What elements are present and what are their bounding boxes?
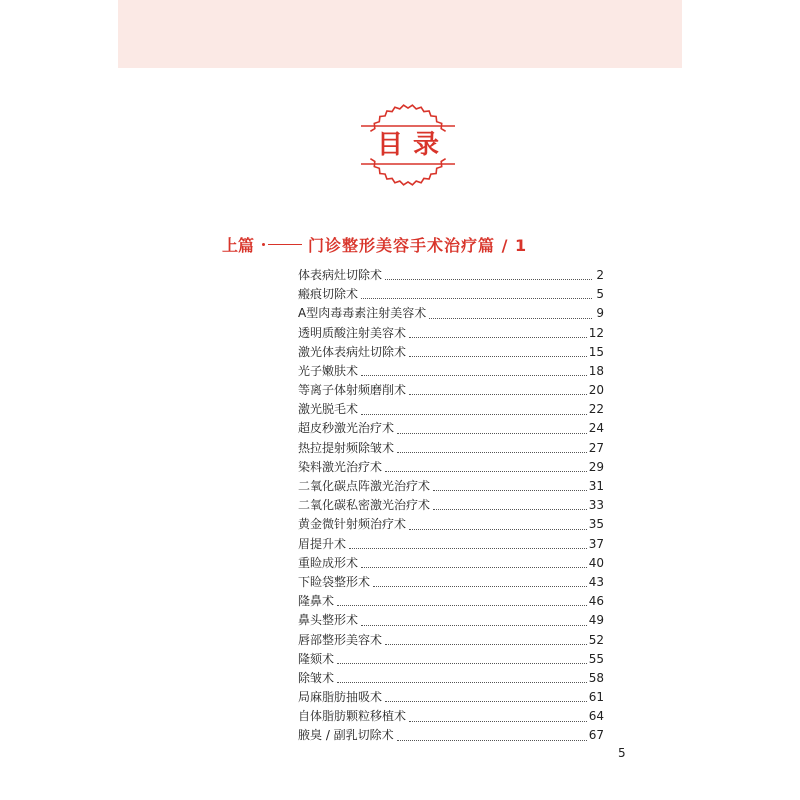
toc-entry[interactable] <box>298 324 604 343</box>
toc-leader-dots <box>361 297 592 299</box>
toc-entry[interactable] <box>298 631 604 650</box>
toc-entry-page: 40 <box>588 555 604 570</box>
toc-leader-dots <box>397 432 587 434</box>
toc-entry-title: 黄金微针射频治疗术 <box>298 517 407 532</box>
toc-entry-title: 重睑成形术 <box>298 555 359 570</box>
toc-entry[interactable] <box>298 727 604 746</box>
toc-entry[interactable] <box>298 420 604 439</box>
page-number: 5 <box>618 746 626 760</box>
top-color-band <box>118 0 682 68</box>
toc-entry-page: 9 <box>596 306 604 321</box>
toc-entry-title: 瘢痕切除术 <box>298 287 359 302</box>
toc-leader-dots <box>409 393 587 395</box>
toc-leader-dots <box>361 624 587 626</box>
toc-entry-page: 15 <box>588 344 604 359</box>
toc-leader-dots <box>397 451 587 453</box>
toc-leader-dots <box>397 739 587 741</box>
toc-entry[interactable] <box>298 573 604 592</box>
toc-leader-dots <box>373 585 587 587</box>
toc-leader-dots <box>385 470 587 472</box>
toc-entry[interactable] <box>298 439 604 458</box>
toc-leader-dots <box>361 374 587 376</box>
toc-leader-dots <box>409 720 587 722</box>
toc-entry-title: 局麻脂肪抽吸术 <box>298 690 383 705</box>
toc-entry-title: 隆鼻术 <box>298 594 335 609</box>
toc-entry[interactable] <box>298 515 604 534</box>
toc-entry-title: 二氧化碳点阵激光治疗术 <box>298 479 431 494</box>
toc-entry[interactable] <box>298 669 604 688</box>
toc-entry-page: 61 <box>588 690 604 705</box>
toc-entry[interactable] <box>298 535 604 554</box>
toc-entry-page: 33 <box>588 498 604 513</box>
toc-leader-dots <box>337 681 587 683</box>
toc-entry[interactable] <box>298 554 604 573</box>
section-connector-icon <box>262 239 302 249</box>
toc-entry-page: 55 <box>588 651 604 666</box>
toc-leader-dots <box>385 643 587 645</box>
toc-entry[interactable] <box>298 343 604 362</box>
toc-entry-title: 激光脱毛术 <box>298 402 359 417</box>
toc-entry-page: 24 <box>588 421 604 436</box>
section-heading <box>222 232 527 256</box>
toc-entry-title: 透明质酸注射美容术 <box>298 325 407 340</box>
toc-entry-title: 等离子体射频磨削术 <box>298 383 407 398</box>
toc-entry[interactable] <box>298 458 604 477</box>
toc-entry[interactable] <box>298 285 604 304</box>
toc-entry[interactable] <box>298 688 604 707</box>
toc-list <box>298 266 604 746</box>
toc-entry-title: 隆颏术 <box>298 651 335 666</box>
toc-entry[interactable] <box>298 304 604 323</box>
toc-entry-page: 18 <box>588 363 604 378</box>
toc-entry-page: 20 <box>588 383 604 398</box>
toc-entry-page: 29 <box>588 459 604 474</box>
toc-leader-dots <box>385 278 592 280</box>
toc-entry-page: 64 <box>588 709 604 724</box>
toc-entry-page: 43 <box>588 574 604 589</box>
toc-entry-page: 12 <box>588 325 604 340</box>
toc-entry-page: 46 <box>588 594 604 609</box>
toc-title-badge <box>355 100 461 190</box>
toc-entry-title: 除皱术 <box>298 670 335 685</box>
toc-leader-dots <box>433 508 587 510</box>
toc-entry-page: 5 <box>596 287 604 302</box>
toc-entry[interactable] <box>298 650 604 669</box>
toc-entry-page: 27 <box>588 440 604 455</box>
toc-entry[interactable] <box>298 611 604 630</box>
toc-entry-title: A型肉毒毒素注射美容术 <box>298 306 427 321</box>
toc-leader-dots <box>361 566 587 568</box>
toc-entry[interactable] <box>298 400 604 419</box>
toc-entry-title: 激光体表病灶切除术 <box>298 344 407 359</box>
toc-entry[interactable] <box>298 362 604 381</box>
toc-leader-dots <box>409 528 587 530</box>
toc-entry-page: 37 <box>588 536 604 551</box>
toc-entry-page: 52 <box>588 632 604 647</box>
toc-leader-dots <box>349 547 587 549</box>
toc-entry[interactable] <box>298 496 604 515</box>
toc-entry[interactable] <box>298 477 604 496</box>
toc-leader-dots <box>337 662 587 664</box>
toc-entry-title: 体表病灶切除术 <box>298 267 383 282</box>
toc-entry-page: 31 <box>588 479 604 494</box>
toc-entry-page: 2 <box>596 267 604 282</box>
toc-entry[interactable] <box>298 592 604 611</box>
toc-leader-dots <box>385 700 587 702</box>
toc-entry-page: 67 <box>588 728 604 743</box>
toc-entry-title: 二氧化碳私密激光治疗术 <box>298 498 431 513</box>
page-title: 目录 <box>376 130 449 160</box>
toc-leader-dots <box>429 317 592 319</box>
toc-entry-page: 22 <box>588 402 604 417</box>
toc-entry-title: 染料激光治疗术 <box>298 459 383 474</box>
toc-leader-dots <box>361 413 587 415</box>
toc-entry-page: 49 <box>588 613 604 628</box>
toc-entry[interactable] <box>298 707 604 726</box>
toc-entry-title: 唇部整形美容术 <box>298 632 383 647</box>
toc-leader-dots <box>337 604 587 606</box>
toc-leader-dots <box>433 489 587 491</box>
toc-entry-title: 眉提升术 <box>298 536 347 551</box>
toc-entry-page: 35 <box>588 517 604 532</box>
toc-entry[interactable] <box>298 266 604 285</box>
toc-entry[interactable] <box>298 381 604 400</box>
section-part-label: 上篇 <box>222 235 255 255</box>
toc-leader-dots <box>409 355 587 357</box>
toc-entry-title: 自体脂肪颗粒移植术 <box>298 709 407 724</box>
toc-entry-title: 光子嫩肤术 <box>298 363 359 378</box>
toc-entry-title: 热拉提射频除皱术 <box>298 440 395 455</box>
toc-entry-page: 58 <box>588 670 604 685</box>
section-title: 门诊整形美容手术治疗篇 / 1 <box>308 235 528 255</box>
toc-entry-title: 超皮秒激光治疗术 <box>298 421 395 436</box>
toc-entry-title: 鼻头整形术 <box>298 613 359 628</box>
toc-leader-dots <box>409 336 587 338</box>
toc-entry-title: 下睑袋整形术 <box>298 574 371 589</box>
toc-entry-title: 腋臭 / 副乳切除术 <box>298 728 394 743</box>
